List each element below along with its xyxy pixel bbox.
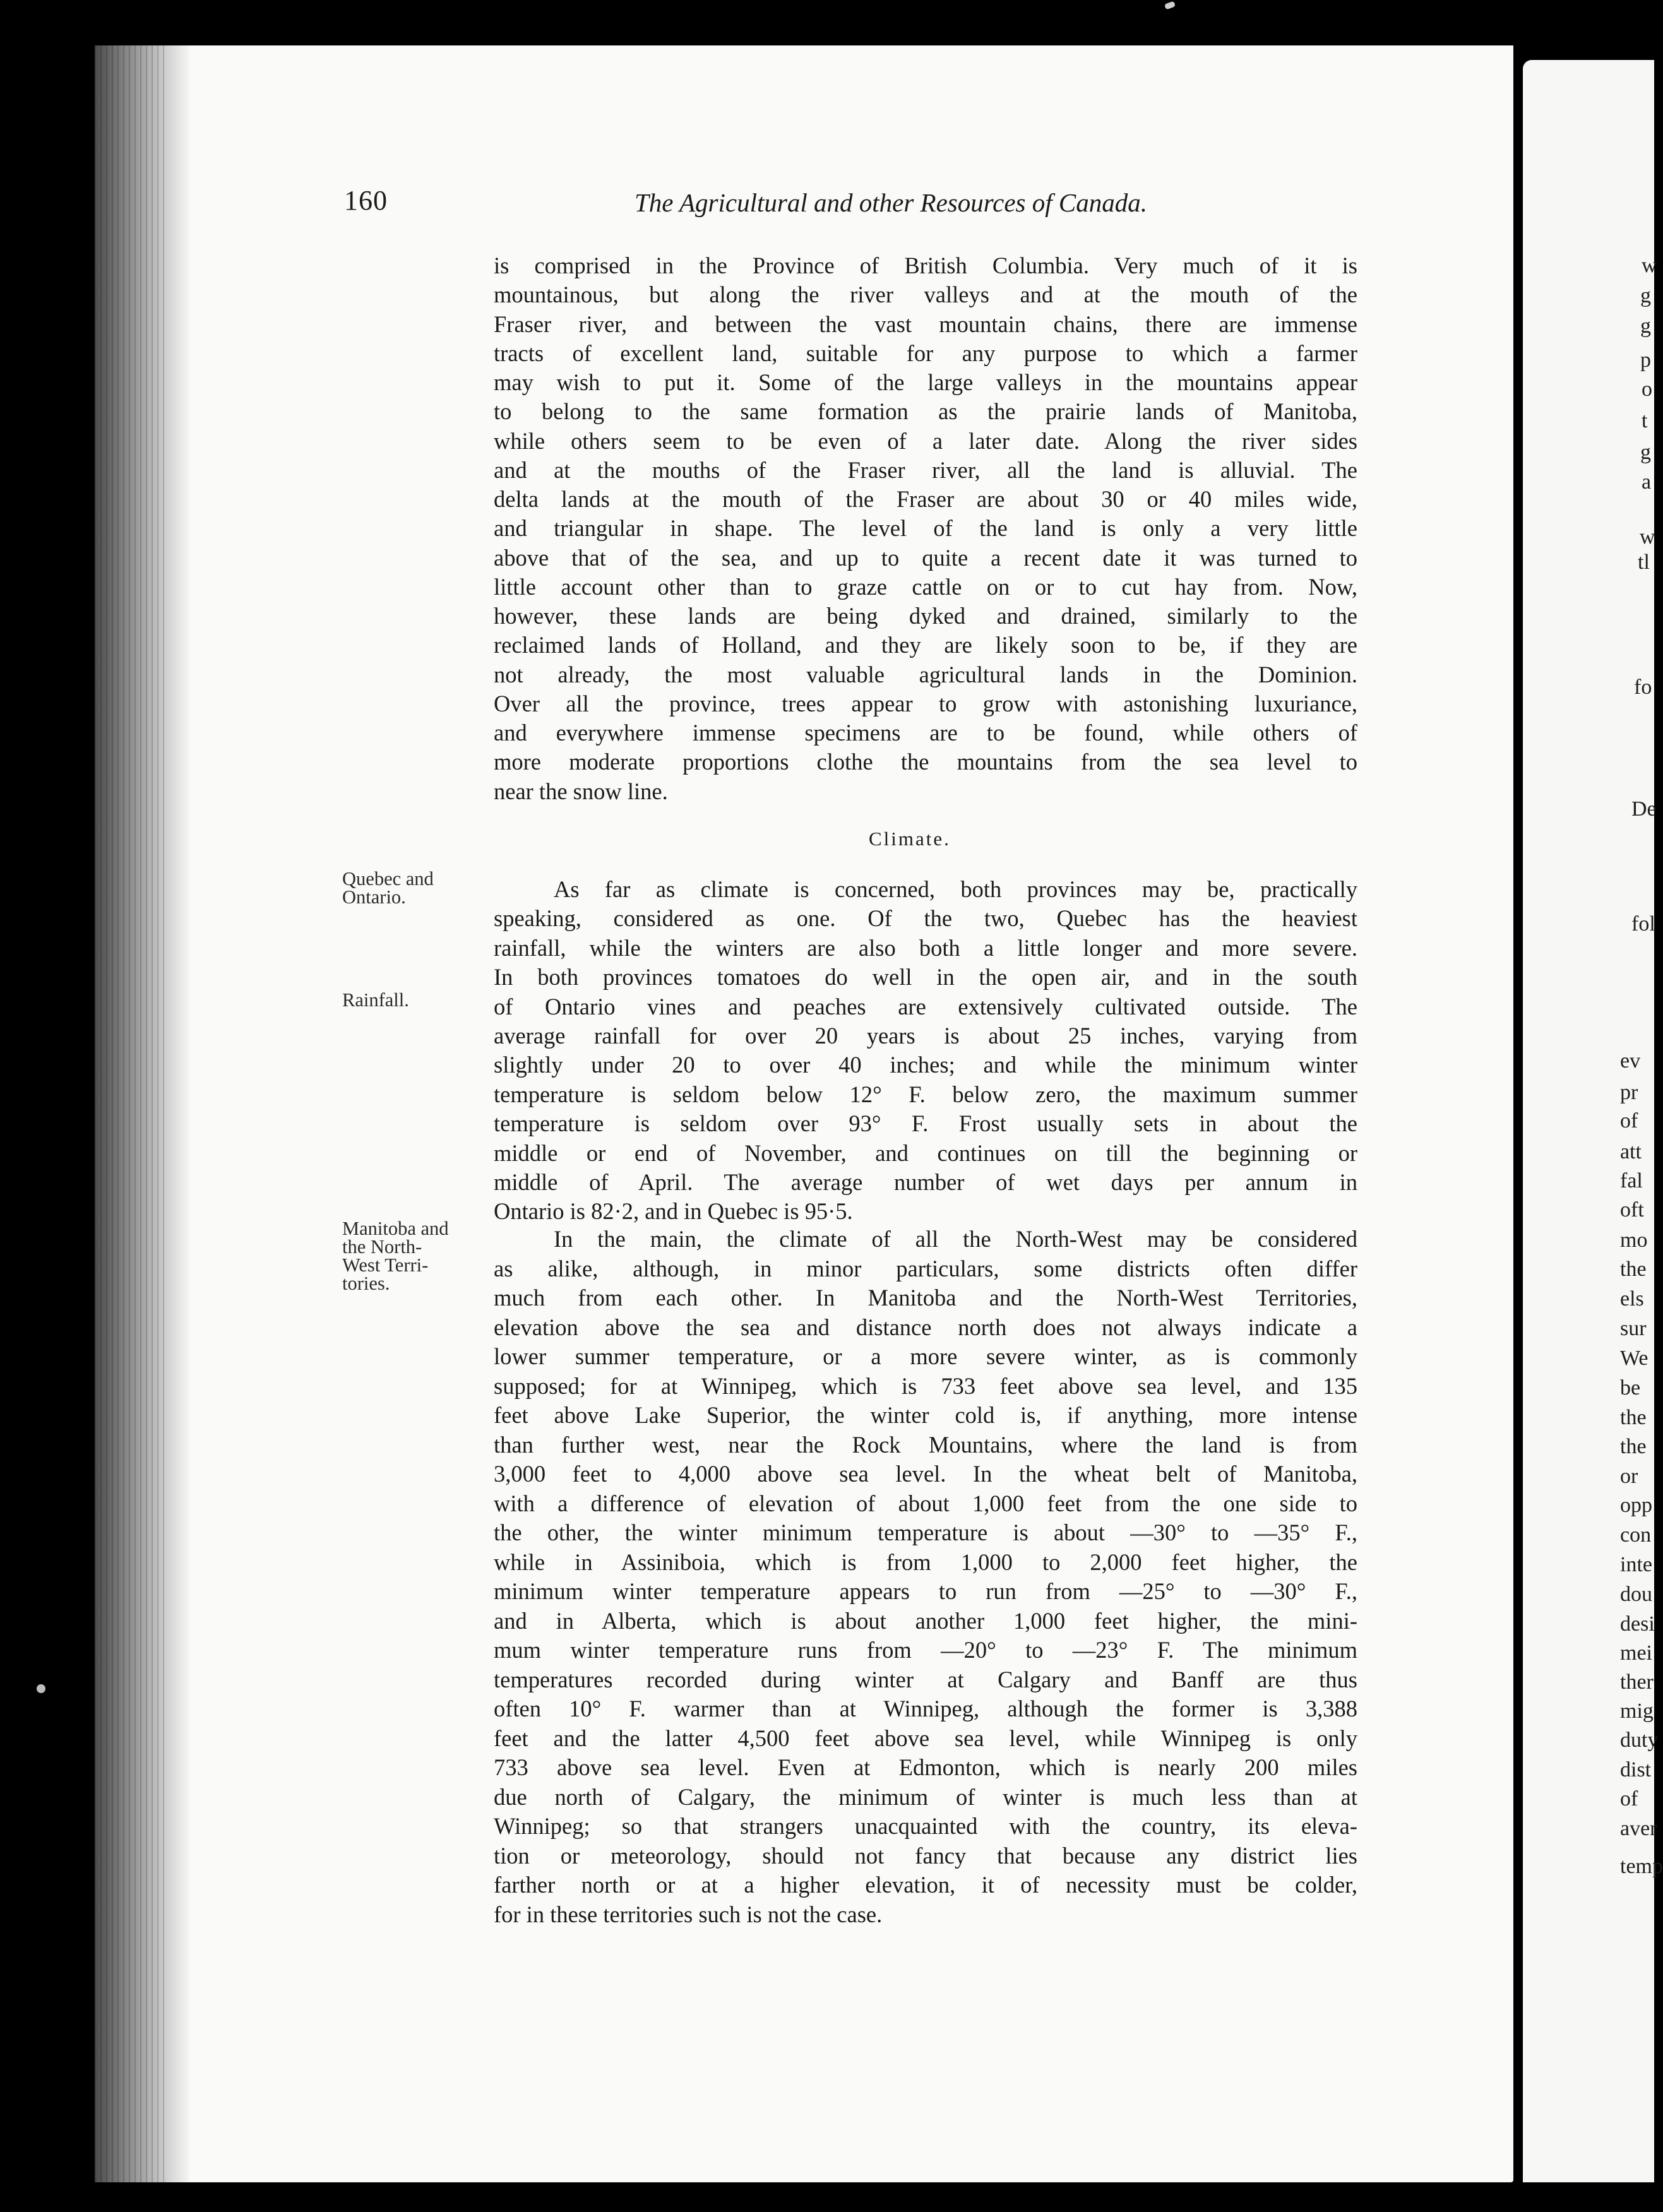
page-edge-lines [95, 45, 164, 2182]
margin-note-line: Ontario. [342, 886, 406, 908]
margin-note-line: West Terri- [342, 1254, 429, 1276]
text-line: the other, the winter minimum temperature is about —30° to —35° F., [494, 1519, 1357, 1545]
text-line: reclaimed lands of Holland, and they are likely soon to be, if they are [494, 632, 1357, 658]
text-line: farther north or at a higher elevation, it of necessity must be colder, [494, 1872, 1357, 1898]
facing-page-fragment: of [1620, 1787, 1638, 1811]
text-line: temperature is seldom over 93° F. Frost usually sets in about the [494, 1110, 1357, 1137]
facing-page-fragment: oft [1620, 1198, 1644, 1222]
text-line: Fraser river, and between the vast mountain chains, there are immense [494, 311, 1357, 337]
text-line: In both provinces tomatoes do well in the open air, and in the south [494, 964, 1357, 990]
facing-page-fragment: aver [1620, 1817, 1657, 1840]
text-line: feet above Lake Superior, the winter cold is, if anything, more intense [494, 1402, 1357, 1428]
text-line: mum winter temperature runs from —20° to —23° F. The minimum [494, 1637, 1357, 1663]
text-line: elevation above the sea and distance north does not always indicate a [494, 1314, 1357, 1340]
facing-page-fragment: the [1620, 1435, 1647, 1458]
text-line: however, these lands are being dyked and drained, similarly to the [494, 603, 1357, 629]
text-line: average rainfall for over 20 years is about 25 inches, varying from [494, 1023, 1357, 1049]
text-line: tracts of excellent land, suitable for any purpose to which a farmer [494, 340, 1357, 366]
text-line: for in these territories such is not the case. [494, 1901, 883, 1927]
text-line: while others seem to be even of a later date. Along the river sides [494, 427, 1357, 454]
page-number: 160 [344, 185, 388, 216]
facing-page-fragment: ther [1620, 1670, 1654, 1694]
facing-page-fragment: dist [1620, 1758, 1652, 1781]
facing-page-fragment: w [1642, 254, 1657, 277]
text-line: In the main, the climate of all the North-West may be considered [554, 1226, 1357, 1252]
facing-page-fragment: g [1640, 284, 1651, 307]
facing-page-fragment: desi [1620, 1612, 1655, 1636]
text-line: not already, the most valuable agricultural lands in the Dominion. [494, 661, 1357, 687]
text-line: with a difference of elevation of about 1,000 feet from the one side to [494, 1490, 1357, 1516]
margin-note-line: Manitoba and [342, 1218, 449, 1239]
text-line: slightly under 20 to over 40 inches; and while the minimum winter [494, 1052, 1357, 1078]
text-line: and at the mouths of the Fraser river, all the land is alluvial. The [494, 456, 1357, 483]
text-line: middle or end of November, and continues on till the beginning or [494, 1139, 1357, 1166]
text-line: minimum winter temperature appears to run from —25° to —30° F., [494, 1578, 1357, 1604]
facing-page-fragment: the [1620, 1258, 1647, 1281]
text-line: As far as climate is concerned, both provinces may be, practically [554, 876, 1357, 902]
text-line: 3,000 feet to 4,000 above sea level. In the wheat belt of Manitoba, [494, 1461, 1357, 1487]
facing-page-fragment: con [1620, 1523, 1652, 1547]
facing-page-fragment: De [1631, 797, 1657, 821]
text-line: near the snow line. [494, 778, 668, 804]
facing-page-fragment: or [1620, 1465, 1638, 1488]
facing-page-fragment: fo [1634, 675, 1652, 699]
text-line: lower summer temperature, or a more severe winter, as is commonly [494, 1343, 1357, 1369]
text-line: above that of the sea, and up to quite a recent date it was turned to [494, 544, 1357, 571]
facing-page-fragment: dou [1620, 1583, 1652, 1606]
text-line: delta lands at the mouth of the Fraser are about 30 or 40 miles wide, [494, 486, 1357, 512]
facing-page-fragment: p [1640, 348, 1651, 372]
facing-page-fragment: inte [1620, 1553, 1652, 1576]
facing-page-fragment: duty [1620, 1728, 1659, 1752]
facing-page-fragment: temp [1620, 1855, 1663, 1878]
text-line: to belong to the same formation as the prairie lands of Manitoba, [494, 398, 1357, 425]
text-line: 733 above sea level. Even at Edmonton, which is nearly 200 miles [494, 1754, 1357, 1780]
scan-top-border [0, 0, 1654, 51]
facing-page-fragment: mo [1620, 1228, 1648, 1252]
text-line: mountainous, but along the river valleys and at the mouth of the [494, 282, 1357, 308]
facing-page-fragment: be [1620, 1376, 1641, 1400]
text-line: feet and the latter 4,500 feet above sea level, while Winnipeg is only [494, 1725, 1357, 1751]
facing-page-fragment: g [1640, 314, 1651, 338]
section-heading: Climate. [869, 828, 951, 850]
facing-page-fragment: els [1620, 1287, 1644, 1311]
scan-speck [37, 1684, 45, 1693]
facing-page-fragment: g [1640, 441, 1651, 464]
facing-page-fragment: mig [1620, 1699, 1654, 1723]
text-line: may wish to put it. Some of the large valleys in the mountains appear [494, 369, 1357, 395]
scan-bottom-border [0, 2182, 1654, 2212]
margin-note-line: Rainfall. [342, 989, 409, 1011]
text-line: middle of April. The average number of wet days per annum in [494, 1169, 1357, 1195]
facing-page-fragment: ev [1620, 1049, 1641, 1073]
text-line: temperature is seldom below 12° F. below zero, the maximum summer [494, 1081, 1357, 1107]
facing-page-fragment: opp [1620, 1494, 1652, 1517]
text-line: is comprised in the Province of British Columbia. Very much of it is [494, 253, 1357, 278]
text-line: Over all the province, trees appear to grow with astonishing luxuriance, [494, 690, 1357, 717]
facing-page-fragment: mei [1620, 1641, 1652, 1665]
facing-page-fragment: fal [1620, 1169, 1643, 1192]
text-line: Winnipeg; so that strangers unacquainted with the country, its eleva- [494, 1813, 1357, 1839]
facing-page-fragment: fol [1631, 912, 1655, 936]
facing-page-fragment: w [1640, 525, 1655, 549]
text-line: speaking, considered as one. Of the two, Quebec has the heaviest [494, 905, 1357, 932]
text-line: of Ontario vines and peaches are extensively cultivated outside. The [494, 993, 1357, 1020]
facing-page-fragment: att [1620, 1140, 1642, 1163]
facing-page-fragment: We [1620, 1347, 1648, 1370]
text-line: than further west, near the Rock Mountains, where the land is from [494, 1431, 1357, 1458]
text-line: Ontario is 82·2, and in Quebec is 95·5. [494, 1198, 853, 1225]
text-line: while in Assiniboia, which is from 1,000 to 2,000 feet higher, the [494, 1549, 1357, 1575]
facing-page-fragment: tl [1638, 550, 1650, 574]
text-line: little account other than to graze cattle on or to cut hay from. Now, [494, 573, 1357, 600]
facing-page-fragment: the [1620, 1406, 1647, 1429]
text-line: and everywhere immense specimens are to be found, while others of [494, 720, 1357, 746]
facing-page-fragment: a [1642, 470, 1652, 494]
text-line: due north of Calgary, the minimum of winter is much less than at [494, 1783, 1357, 1810]
margin-note-line: tories. [342, 1273, 390, 1294]
facing-page-fragment: t [1642, 409, 1648, 432]
text-line: and triangular in shape. The level of the land is only a very little [494, 515, 1357, 542]
text-line: much from each other. In Manitoba and the North-West Territories, [494, 1285, 1357, 1311]
margin-note-line: Quebec and [342, 868, 434, 889]
facing-page-fragment: pr [1620, 1081, 1638, 1104]
running-title: The Agricultural and other Resources of Canada. [635, 188, 1147, 217]
text-line: tion or meteorology, should not fancy that because any district lies [494, 1842, 1357, 1869]
text-line: supposed; for at Winnipeg, which is 733 feet above sea level, and 135 [494, 1372, 1357, 1399]
text-line: more moderate proportions clothe the mountains from the sea level to [494, 749, 1357, 775]
margin-note-line: the North- [342, 1236, 422, 1258]
facing-page-fragment: o [1642, 378, 1652, 401]
text-line: temperatures recorded during winter at Calgary and Banff are thus [494, 1666, 1357, 1692]
text-line: as alike, although, in minor particulars, some districts often differ [494, 1255, 1357, 1281]
text-line: rainfall, while the winters are also both a little longer and more severe. [494, 934, 1357, 961]
text-line: often 10° F. warmer than at Winnipeg, although the former is 3,388 [494, 1696, 1357, 1721]
text-line: and in Alberta, which is about another 1,000 feet higher, the mini- [494, 1607, 1357, 1634]
facing-page-fragment: sur [1620, 1317, 1647, 1340]
facing-page-fragment: of [1620, 1109, 1638, 1133]
